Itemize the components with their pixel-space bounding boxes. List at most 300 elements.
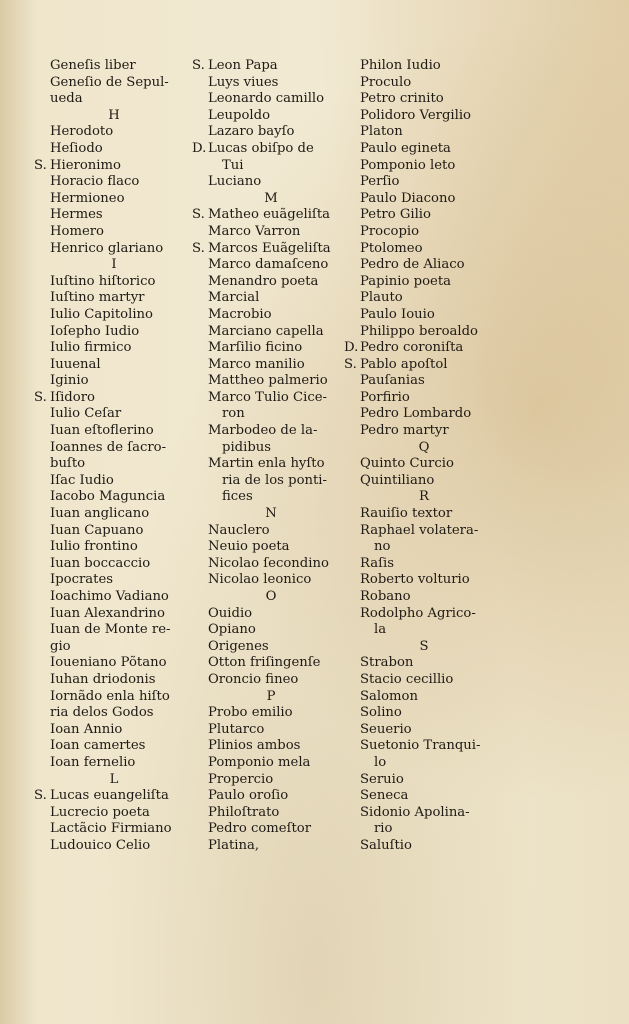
index-entry (192, 821, 350, 838)
index-entry (192, 75, 350, 92)
index-entry (192, 390, 350, 407)
index-entry (34, 174, 194, 191)
index-entry (34, 788, 194, 805)
letter-heading-text: H (108, 107, 120, 123)
index-entry (344, 174, 504, 191)
entry-text: Lazaro bayſo (208, 124, 295, 140)
index-entry (344, 58, 504, 75)
entry-text: la (374, 622, 387, 638)
index-entry (192, 655, 350, 672)
index-entry (34, 655, 194, 672)
index-entry (344, 838, 504, 855)
entry-text: ria delos Godos (50, 705, 154, 721)
index-entry (34, 506, 194, 523)
entry-text: Homero (50, 223, 104, 239)
index-entry (344, 705, 504, 722)
entry-text: Propercio (208, 771, 274, 787)
entry-text: Marbodeo de la- (208, 423, 318, 439)
index-entry (344, 506, 504, 523)
index-entry (344, 539, 504, 556)
entry-text: Robano (360, 589, 411, 604)
index-entry (192, 572, 350, 589)
index-entry (344, 207, 504, 224)
entry-text: Petro Gilio (360, 207, 431, 223)
entry-text: Lucrecio poeta (50, 804, 150, 820)
index-entry (344, 772, 504, 789)
entry-text: Pedro Lombardo (360, 406, 472, 422)
entry-text: fices (222, 489, 253, 505)
index-entry (192, 357, 350, 374)
index-entry (34, 738, 194, 755)
entry-text: Proculo (360, 74, 412, 90)
index-entry (192, 307, 350, 324)
entry-text: Seuerio (360, 721, 412, 737)
index-entry (34, 473, 194, 490)
letter-heading (192, 689, 350, 706)
letter-heading-text: R (419, 489, 429, 505)
entry-text: Pedro coroniſta (360, 340, 464, 356)
entry-text: Hermes (50, 207, 103, 223)
index-entry (192, 274, 350, 291)
entry-text: Iuſtino martyr (50, 290, 145, 306)
index-entry (192, 58, 350, 75)
index-entry (34, 290, 194, 307)
entry-text: Platon (360, 124, 403, 140)
index-entry (192, 539, 350, 556)
entry-text: Iſidoro (50, 389, 95, 405)
entry-text: lo (374, 754, 387, 770)
index-entry (192, 456, 350, 473)
entry-text: Stacio cecillio (360, 671, 454, 687)
entry-text: Roberto volturio (360, 572, 470, 588)
entry-text: Iulio frontino (50, 539, 138, 555)
letter-heading (192, 191, 350, 208)
letter-heading (34, 772, 194, 789)
entry-text: Ptolomeo (360, 240, 423, 256)
index-entry (34, 489, 194, 506)
index-entry (34, 589, 194, 606)
index-entry (34, 722, 194, 739)
entry-text: Plauto (360, 290, 403, 306)
entry-text: Pauſanias (360, 373, 425, 389)
saint-marker: S. (34, 788, 47, 804)
entry-text: pidibus (222, 439, 272, 455)
entry-text: Lucas euangeliſta (50, 788, 169, 804)
index-entry (34, 207, 194, 224)
entry-text: Seneca (360, 788, 409, 804)
index-entry (34, 606, 194, 623)
index-entry (34, 75, 194, 92)
entry-text: Lactãcio Firmiano (50, 821, 172, 837)
entry-text: Iornãdo enla hiſto (50, 688, 170, 704)
entry-text: Perſio (360, 174, 400, 190)
entry-text: Marciano capella (208, 323, 324, 339)
index-entry (192, 489, 350, 506)
index-entry (344, 456, 504, 473)
index-entry (344, 224, 504, 241)
entry-text: Solino (360, 705, 402, 721)
saint-marker: S. (34, 157, 47, 173)
entry-text: Marcos Euãgeliſta (208, 240, 331, 256)
entry-text: Iuan boccaccio (50, 555, 151, 571)
index-entry (344, 257, 504, 274)
index-entry (34, 755, 194, 772)
entry-text: Heſiodo (50, 140, 103, 156)
saint-marker: S. (192, 240, 205, 256)
letter-heading-text: Q (418, 439, 430, 455)
entry-text: Iuan de Monte re- (50, 622, 171, 638)
entry-text: Marco damaſceno (208, 257, 329, 273)
letter-heading (344, 440, 504, 457)
entry-text: Ioan fernelio (50, 754, 136, 770)
index-entry (192, 738, 350, 755)
letter-heading-text: L (109, 771, 119, 787)
index-entry (34, 58, 194, 75)
index-entry (344, 158, 504, 175)
entry-text: Polidoro Vergilio (360, 107, 471, 123)
entry-text: Saluſtio (360, 837, 412, 853)
entry-text: Macrobio (208, 306, 272, 322)
index-entry (34, 572, 194, 589)
index-entry (34, 821, 194, 838)
index-entry (344, 606, 504, 623)
entry-text: Salomon (360, 688, 418, 704)
entry-text: Ioueniano Põtano (50, 655, 167, 671)
saint-marker: S. (344, 356, 357, 372)
index-entry (34, 340, 194, 357)
entry-text: Horacio flaco (50, 174, 140, 190)
index-entry (192, 340, 350, 357)
entry-text: Philon Iudio (360, 58, 441, 73)
entry-text: Paulo Diacono (360, 190, 456, 206)
entry-text: Paulo egineta (360, 140, 451, 156)
entry-text: Procopio (360, 223, 420, 239)
index-entry (192, 722, 350, 739)
entry-text: Plinios ambos (208, 738, 301, 754)
entry-text: Pedro martyr (360, 423, 449, 439)
entry-text: Ioan Annio (50, 721, 123, 737)
index-entry (34, 141, 194, 158)
index-entry (344, 722, 504, 739)
entry-text: Raphael volatera- (360, 522, 479, 538)
entry-text: no (374, 539, 391, 555)
saint-marker: S. (192, 58, 205, 73)
index-entry (192, 241, 350, 258)
letter-heading (344, 489, 504, 506)
index-entry (344, 821, 504, 838)
index-entry (344, 340, 504, 357)
letter-heading (34, 257, 194, 274)
entry-text: Herodoto (50, 124, 114, 140)
index-entry (344, 473, 504, 490)
letter-heading (34, 108, 194, 125)
index-entry (192, 423, 350, 440)
index-entry (192, 622, 350, 639)
entry-text: Henrico glariano (50, 240, 164, 256)
entry-text: Sidonio Apolina- (360, 804, 470, 820)
entry-text: Seruio (360, 771, 404, 787)
index-entry (192, 556, 350, 573)
entry-text: Nauclero (208, 522, 270, 538)
letter-heading (192, 506, 350, 523)
index-entry (34, 440, 194, 457)
entry-text: Pablo apoſtol (360, 356, 448, 372)
entry-text: Ipocrates (50, 572, 114, 588)
entry-text: Iuſtino hiſtorico (50, 273, 156, 289)
entry-text: Iginio (50, 373, 89, 389)
index-entry (344, 556, 504, 573)
entry-text: Paulo oroſio (208, 788, 289, 804)
index-entry (344, 672, 504, 689)
entry-text: Marco Varron (208, 223, 301, 239)
index-entry (34, 539, 194, 556)
entry-text: Hieronimo (50, 157, 121, 173)
entry-text: Pomponio leto (360, 157, 456, 173)
index-entry (344, 75, 504, 92)
index-entry (192, 257, 350, 274)
index-entry (344, 373, 504, 390)
index-entry (34, 373, 194, 390)
entry-text: Ioannes de ſacro- (50, 439, 167, 455)
entry-text: Philippo beroaldo (360, 323, 478, 339)
entry-text: Leupoldo (208, 107, 271, 123)
index-column-1 (34, 58, 194, 855)
entry-text: Geneſis liber (50, 58, 136, 73)
index-entry (344, 324, 504, 341)
index-entry (344, 572, 504, 589)
index-entry (344, 805, 504, 822)
index-entry (192, 141, 350, 158)
entry-text: Iulio firmico (50, 340, 132, 356)
index-entry (344, 274, 504, 291)
entry-text: Rodolpho Agrico- (360, 605, 476, 621)
index-entry (34, 556, 194, 573)
entry-text: Raſis (360, 555, 394, 571)
entry-text: Matheo euãgeliſta (208, 207, 330, 223)
entry-text: Origenes (208, 638, 269, 654)
entry-text: Iulio Capitolino (50, 306, 153, 322)
index-entry (344, 622, 504, 639)
index-entry (34, 91, 194, 108)
entry-text: Ioachimo Vadiano (50, 589, 169, 604)
entry-text: Tui (222, 157, 244, 173)
index-entry (192, 91, 350, 108)
entry-text: Philoſtrato (208, 804, 280, 820)
entry-text: Ludouico Celio (50, 837, 151, 853)
index-entry (344, 191, 504, 208)
index-entry (192, 440, 350, 457)
entry-text: Iacobo Maguncia (50, 489, 166, 505)
index-entry (192, 108, 350, 125)
entry-text: Menandro poeta (208, 273, 319, 289)
entry-text: Iulio Ceſar (50, 406, 122, 422)
entry-text: Neuio poeta (208, 539, 290, 555)
index-entry (344, 141, 504, 158)
entry-text: ria de los ponti- (222, 472, 327, 488)
index-entry (344, 390, 504, 407)
index-entry (192, 124, 350, 141)
index-entry (192, 158, 350, 175)
index-entry (192, 788, 350, 805)
entry-text: Platina, (208, 837, 260, 853)
index-entry (34, 406, 194, 423)
index-entry (192, 207, 350, 224)
entry-text: Hermioneo (50, 190, 125, 206)
index-entry (34, 241, 194, 258)
entry-text: Iuan Capuano (50, 522, 144, 538)
index-entry (192, 523, 350, 540)
entry-text: Mattheo palmerio (208, 373, 328, 389)
entry-text: Oroncio fineo (208, 671, 299, 687)
entry-text: Paulo Iouio (360, 306, 435, 322)
entry-text: Luys viues (208, 74, 279, 90)
entry-text: ron (222, 406, 245, 422)
saint-marker: S. (192, 207, 205, 223)
entry-text: Lucas obiſpo de (208, 140, 314, 156)
index-entry (344, 241, 504, 258)
index-entry (344, 307, 504, 324)
index-entry (192, 755, 350, 772)
letter-heading-text: M (264, 190, 278, 206)
entry-text: Probo emilio (208, 705, 293, 721)
index-entry (192, 606, 350, 623)
index-entry (192, 705, 350, 722)
index-entry (34, 622, 194, 639)
entry-text: Quinto Curcio (360, 456, 454, 472)
index-entry (34, 390, 194, 407)
entry-text: ueda (50, 91, 83, 107)
index-entry (344, 406, 504, 423)
entry-text: Marco Tulio Cice- (208, 389, 327, 405)
entry-text: Pedro de Aliaco (360, 257, 465, 273)
saint-marker: D. (344, 340, 359, 356)
entry-text: Petro crinito (360, 91, 444, 107)
entry-text: Marſilio ficino (208, 340, 303, 356)
entry-text: Martin enla hyſto (208, 456, 325, 472)
entry-text: Opiano (208, 622, 256, 638)
index-entry (192, 805, 350, 822)
entry-text: Pedro comeſtor (208, 821, 312, 837)
index-entry (192, 290, 350, 307)
index-entry (192, 838, 350, 855)
entry-text: Papinio poeta (360, 273, 451, 289)
index-entry (344, 290, 504, 307)
saint-marker: S. (34, 389, 47, 405)
entry-text: Leon Papa (208, 58, 278, 73)
index-entry (34, 705, 194, 722)
entry-text: Pomponio mela (208, 754, 311, 770)
letter-heading (192, 589, 350, 606)
index-entry (192, 672, 350, 689)
index-entry (34, 838, 194, 855)
index-entry (192, 473, 350, 490)
entry-text: Rauiſio textor (360, 506, 453, 522)
entry-text: Iuan Alexandrino (50, 605, 165, 621)
index-entry (192, 174, 350, 191)
saint-marker: D. (192, 140, 207, 156)
letter-heading-text: N (265, 506, 277, 522)
index-entry (344, 788, 504, 805)
entry-text: Leonardo camillo (208, 91, 325, 107)
entry-text: Geneſio de Sepul- (50, 74, 169, 90)
entry-text: Plutarco (208, 721, 265, 737)
index-entry (344, 108, 504, 125)
entry-text: Strabon (360, 655, 414, 671)
index-entry (34, 158, 194, 175)
index-entry (344, 689, 504, 706)
index-entry (34, 357, 194, 374)
index-column-3 (344, 58, 504, 855)
letter-heading-text: I (111, 257, 117, 273)
index-entry (192, 406, 350, 423)
index-entry (344, 738, 504, 755)
entry-text: Marco manilio (208, 356, 305, 372)
entry-text: Quintiliano (360, 472, 435, 488)
letter-heading-text: O (265, 589, 277, 604)
index-entry (192, 224, 350, 241)
index-entry (34, 423, 194, 440)
index-entry (192, 772, 350, 789)
index-entry (344, 124, 504, 141)
index-entry (344, 655, 504, 672)
index-entry (344, 589, 504, 606)
letter-heading-text: S (419, 638, 429, 654)
index-entry (192, 324, 350, 341)
entry-text: Marcial (208, 290, 260, 306)
index-entry (34, 523, 194, 540)
index-entry (34, 805, 194, 822)
entry-text: Ioan camertes (50, 738, 146, 754)
index-entry (344, 91, 504, 108)
entry-text: Otton friſingenſe (208, 655, 321, 671)
index-entry (344, 523, 504, 540)
letter-heading-text: P (266, 688, 276, 704)
index-entry (344, 755, 504, 772)
index-entry (344, 423, 504, 440)
entry-text: Ioſepho Iudio (50, 323, 140, 339)
entry-text: Iuan eſtoflerino (50, 423, 154, 439)
entry-text: Porfirio (360, 389, 410, 405)
entry-text: Iuuenal (50, 356, 101, 372)
index-entry (34, 124, 194, 141)
index-entry (344, 357, 504, 374)
index-entry (34, 689, 194, 706)
index-entry (34, 456, 194, 473)
entry-text: Iſac Iudio (50, 472, 114, 488)
entry-text: Luciano (208, 174, 262, 190)
entry-text: buſto (50, 456, 86, 472)
index-entry (34, 224, 194, 241)
entry-text: Suetonio Tranqui- (360, 738, 481, 754)
index-entry (34, 191, 194, 208)
entry-text: Iuan anglicano (50, 506, 150, 522)
index-entry (34, 274, 194, 291)
index-entry (192, 639, 350, 656)
entry-text: gio (50, 638, 71, 654)
entry-text: rio (374, 821, 393, 837)
index-entry (34, 307, 194, 324)
index-entry (192, 373, 350, 390)
index-entry (34, 639, 194, 656)
entry-text: Iuhan driodonis (50, 671, 156, 687)
entry-text: Nicolao leonico (208, 572, 312, 588)
entry-text: Ouidio (208, 605, 253, 621)
entry-text: Nicolao ſecondino (208, 555, 329, 571)
index-entry (34, 672, 194, 689)
index-column-2 (192, 58, 350, 855)
index-entry (34, 324, 194, 341)
letter-heading (344, 639, 504, 656)
